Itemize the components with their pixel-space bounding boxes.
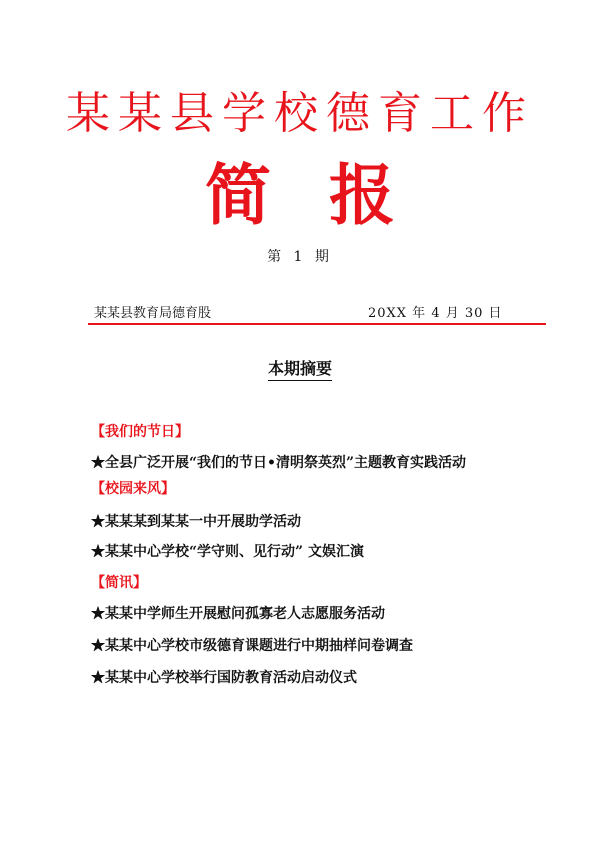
doctype-char-1: 简 bbox=[205, 156, 271, 234]
list-item bbox=[91, 511, 301, 531]
item-text: 全县广泛开展“我们的节日•清明祭英烈”主题教育实践活动 bbox=[105, 455, 467, 471]
item-text: 某某中学师生开展慰问孤寡老人志愿服务活动 bbox=[105, 606, 385, 622]
list-item bbox=[91, 603, 385, 623]
section-label-campus: 【校园来风】 bbox=[91, 481, 175, 497]
star-icon: ★ bbox=[91, 606, 105, 622]
star-icon: ★ bbox=[91, 670, 105, 686]
issue-number: 第 1 期 bbox=[267, 249, 333, 265]
star-icon: ★ bbox=[91, 544, 105, 560]
star-icon: ★ bbox=[91, 455, 105, 471]
publish-date: 20XX 年 4 月 30 日 bbox=[368, 306, 503, 321]
section-label-briefs: 【简讯】 bbox=[91, 575, 147, 591]
star-icon: ★ bbox=[91, 638, 105, 654]
masthead-title: 某某县学校德育工作 bbox=[66, 88, 534, 139]
doctype-char-2: 报 bbox=[329, 156, 395, 234]
star-icon: ★ bbox=[91, 514, 105, 530]
publisher: 某某县教育局德育股 bbox=[94, 306, 212, 321]
abstract-heading bbox=[0, 356, 600, 379]
item-text: 某某中心学校市级德育课题进行中期抽样问卷调查 bbox=[105, 638, 413, 654]
abstract-title-text: 本期摘要 bbox=[268, 359, 332, 381]
item-text: 某某中心学校举行国防教育活动启动仪式 bbox=[105, 670, 357, 686]
list-item bbox=[91, 667, 357, 687]
item-text: 某某某到某某一中开展助学活动 bbox=[105, 514, 301, 530]
header-divider bbox=[88, 323, 546, 325]
meta-row bbox=[90, 302, 548, 320]
document-type-title bbox=[0, 156, 600, 234]
list-item bbox=[91, 452, 466, 472]
list-item bbox=[91, 541, 364, 561]
section-label-festival: 【我们的节日】 bbox=[91, 424, 189, 440]
list-item bbox=[91, 635, 413, 655]
item-text: 某某中心学校“学守则、见行动” 文娱汇演 bbox=[105, 544, 364, 560]
